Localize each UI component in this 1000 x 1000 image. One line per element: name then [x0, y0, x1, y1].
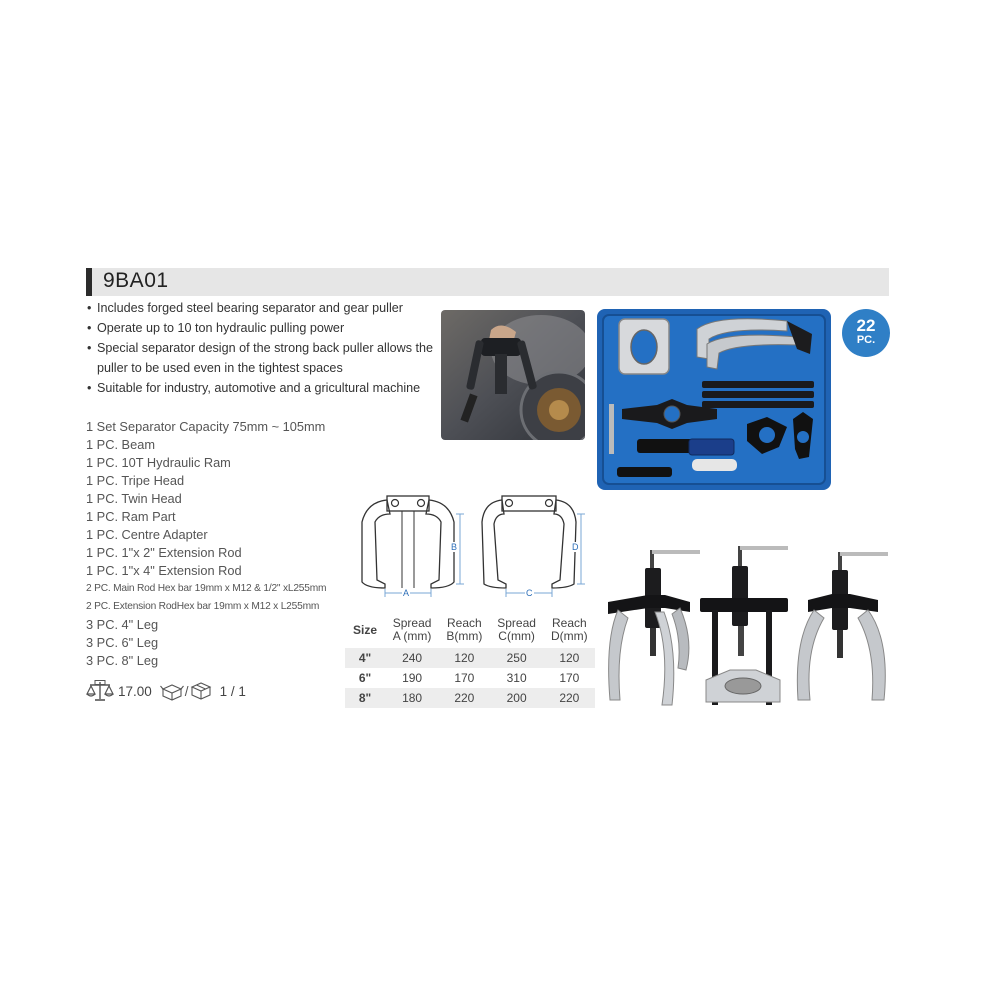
- table-header-cell: Reach D(mm): [551, 616, 588, 643]
- table-header-cell: Spread A (mm): [392, 616, 432, 643]
- contents-item: 3 PC. 8" Leg: [86, 653, 159, 668]
- contents-item: 2 PC. Main Rod Hex bar 19mm x M12 & 1/2" xL255mm: [86, 583, 327, 594]
- table-cell: 240: [385, 648, 439, 668]
- contents-item: 3 PC. 4" Leg: [86, 617, 159, 632]
- table-cell: 180: [385, 688, 439, 708]
- product-header: [86, 268, 889, 296]
- table-row: [345, 668, 595, 688]
- feature-item: • Includes forged steel bearing separator and gear puller: [86, 298, 436, 318]
- two-leg-puller: [797, 552, 888, 700]
- table-cell: 310: [506, 671, 527, 685]
- contents-item: 1 PC. 1"x 4" Extension Rod: [86, 563, 242, 578]
- tool-case-photo: [597, 309, 831, 490]
- contents-item: 1 PC. Tripe Head: [86, 473, 185, 488]
- table-header-cell: Reach B(mm): [446, 616, 483, 643]
- contents-item: 1 PC. Twin Head: [86, 491, 182, 506]
- badge-number: 22: [856, 316, 876, 335]
- table-header-cell: Spread C(mm): [497, 616, 536, 643]
- table-cell: 6": [358, 671, 372, 685]
- table-cell: 120: [439, 648, 489, 668]
- badge-unit: PC.: [856, 334, 876, 346]
- contents-item: 1 PC. Centre Adapter: [86, 527, 208, 542]
- table-cell: 120: [544, 648, 595, 668]
- weight-value: 17.00: [118, 683, 152, 699]
- table-cell: 170: [559, 671, 580, 685]
- puller-configurations-photo: [600, 540, 895, 715]
- feature-item: • Operate up to 10 ton hydraulic pulling power: [86, 318, 436, 338]
- table-cell: 8": [345, 688, 385, 708]
- diagram-label-a: A: [403, 588, 410, 598]
- feature-item: • Special separator design of the strong back puller allows the puller to be used even in the tightest spaces: [86, 338, 436, 378]
- three-leg-puller: [608, 550, 700, 705]
- table-cell: 220: [544, 688, 595, 708]
- table-header-cell: Size: [352, 622, 377, 637]
- feature-item: • Suitable for industry, automotive and a gricultural machine: [86, 378, 436, 398]
- weight-scale-icon: [86, 680, 114, 702]
- contents-list: [86, 418, 386, 670]
- contents-item: 1 PC. 10T Hydraulic Ram: [86, 455, 231, 470]
- diagram-label-b: B: [451, 542, 458, 552]
- table-cell: 4": [345, 648, 385, 668]
- strong-back-puller: [700, 546, 788, 705]
- contents-item: 3 PC. 6" Leg: [86, 635, 159, 650]
- table-cell: 170: [454, 671, 475, 685]
- contents-item: 1 PC. Beam: [86, 437, 155, 452]
- contents-item: 1 PC. 1"x 2" Extension Rod: [86, 545, 242, 560]
- table-cell: 220: [439, 688, 489, 708]
- diagram-label-d: D: [572, 542, 579, 552]
- product-usage-photo: [441, 310, 585, 440]
- piece-count-badge: [842, 309, 890, 357]
- feature-list: [86, 298, 436, 398]
- shipping-meta: 17.00 / 1 / 1: [86, 680, 246, 702]
- diagram-label-c: C: [526, 588, 533, 598]
- table-header-row: [345, 612, 595, 648]
- box-open-icon: [160, 681, 184, 701]
- table-cell: 250: [490, 648, 544, 668]
- table-row: [345, 648, 595, 668]
- product-code: 9BA01: [103, 269, 169, 292]
- dimension-diagram-cd: [478, 492, 588, 604]
- dimension-diagram-ab: [357, 492, 467, 604]
- contents-item: 2 PC. Extension RodHex bar 19mm x M12 x L255mm: [86, 601, 320, 612]
- box-closed-icon: [190, 681, 212, 701]
- table-row: [345, 688, 595, 708]
- table-cell: 200: [490, 688, 544, 708]
- spec-table: [345, 612, 595, 708]
- contents-item: 1 Set Separator Capacity 75mm ~ 105mm: [86, 419, 326, 434]
- packing-value: 1 / 1: [219, 683, 246, 699]
- header-accent: [86, 268, 92, 296]
- table-cell: 190: [402, 671, 423, 685]
- contents-item: 1 PC. Ram Part: [86, 509, 176, 524]
